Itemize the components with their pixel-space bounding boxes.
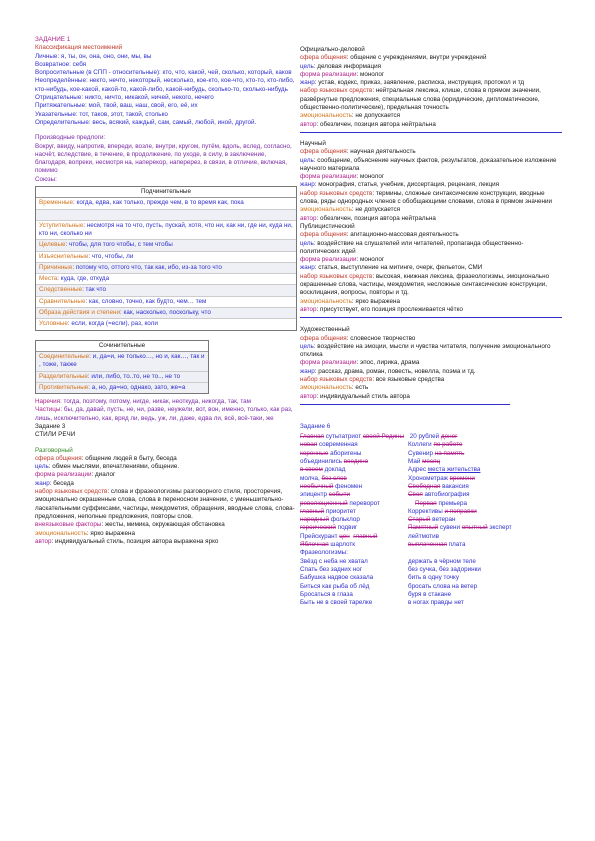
list-item: Май месяц [408, 458, 441, 466]
task3-title: Задание 3 [35, 422, 66, 430]
table-row: Образа действия и степени: как, насколько, поскольку, что [36, 308, 296, 319]
official-sphere: сфера общения: общение с учреждениями, внутри учреждений [300, 54, 487, 62]
divider [300, 132, 562, 133]
table-row: Разделительные: или, либо, то..то, не то.., не то [36, 372, 208, 383]
left-column [35, 36, 297, 546]
publicistic-title: Публицистический [300, 222, 355, 230]
coordinating-table [35, 340, 209, 394]
table-row: Временные: когда, едва, как только, прежде чем, в то время как, пока [36, 198, 296, 209]
list-item: держать в чёрном теле [408, 557, 476, 565]
list-item: Свободная вакансия [408, 482, 469, 490]
list-item: Коррективы и поправки [408, 507, 477, 515]
artistic-title: Художественный [300, 326, 350, 334]
list-item: коренные аборигены [300, 449, 362, 457]
task6-title: Задание 6 [300, 422, 331, 430]
classification-title: Классификация местоимений [35, 44, 123, 52]
scientific-sphere: сфера общения: научная деятельность [300, 148, 416, 156]
list-item: Спать без задних ног [300, 565, 363, 573]
artistic-goal: цель: воздействие на эмоции, мысли и чувства читателя, получение эмоционального отклика [300, 342, 551, 359]
pronoun-list [35, 53, 297, 128]
subordinating-header: Подчинительные [36, 187, 296, 198]
colloquial-author: автор: индивидуальный стиль, позиция автора выражена ярко [35, 537, 219, 545]
official-genre: жанр: устав, кодекс, приказ, заявление, расписка, инструкция, протокол и тд [300, 79, 525, 87]
pleonasm-grid [300, 433, 562, 549]
list-item: 20 рублей денег [409, 433, 458, 441]
colloquial-title: Разговорный [35, 446, 73, 454]
table-row: Условные: если, когда (=если), раз, коли [39, 320, 158, 328]
list-item: Бабушка надвое сказала [300, 574, 374, 582]
list-item: Быть не в своей тарелке [300, 599, 373, 607]
list-item: эпицентр событи [300, 491, 351, 499]
scientific-goal: цель: сообщение, объяснение научных фактов, результатов, доказательное изложение научного материала [300, 156, 557, 172]
colloquial-means: набор языковых средств: слова и фразеологизмы разговорного стиля, просторечия, эмоционально окрашенные слова, слова в переносном значении, с уменьшительно-ласкательными суффиксами, частицы, междометия, обращения, вводные слова, слова-предложения, неполные предложения, повторы слов. [35, 488, 295, 520]
pronoun-item: Возвратное: себя [35, 60, 87, 68]
list-item: Первая премьера [415, 499, 467, 507]
colloquial-emo: эмоциональность: ярко выражена [35, 529, 135, 537]
list-item: без сучка, без задоринки [408, 565, 481, 573]
official-goal: цель: деловая информация [300, 62, 381, 70]
pronoun-item: Личные: я, ты, он, она, оно, они, мы, вы [35, 52, 152, 60]
adverbs: Наречия: тогда, поэтому, потому, нигде, никак, неоткуда, никогда, так, там [35, 398, 252, 406]
conjunctions-title: Союзы: [35, 175, 57, 183]
colloquial-genre: жанр: беседа [35, 479, 74, 487]
list-item: Хронометраж времени [408, 474, 475, 482]
official-means: набор языковых средств: нейтральная лексика, клише, слова в прямом значении, развёрнутые предложения, специальные слова (юридические, дипломатические, общественно-политические), предельная точность [300, 87, 541, 112]
scientific-author: автор: обезличен, позиция автора нейтральна [300, 214, 436, 222]
artistic-means: набор языковых средств: все языковые средства [300, 375, 445, 383]
list-item: Яблочная шарлотк [300, 541, 355, 549]
list-item: объединились воедино [300, 458, 369, 466]
artistic-sphere: сфера общения: словесное творчество [300, 334, 416, 342]
list-item: лейтмотив [408, 532, 440, 540]
list-item: молча, без слов [300, 474, 347, 482]
list-item: главный приоритет [300, 507, 356, 515]
table-row: Соединительные: и, да=и, не только…, но и, как…, так и , тоже, также [36, 352, 208, 372]
official-form: форма реализации: монолог [300, 70, 385, 78]
table-row: Следственные: так что [36, 285, 296, 296]
pronoun-item: Отрицательные: никто, ничто, никакой, ничей, некого, нечего [35, 94, 214, 102]
list-item: в ногах правды нет [408, 599, 464, 607]
list-item: революционный переворот [300, 499, 380, 507]
publicistic-form: форма реализации: монолог [300, 256, 385, 264]
list-item: Прейскурант цен главный [300, 532, 378, 540]
table-row [36, 210, 296, 221]
list-item: Памятный сувени опытный эксперт [408, 524, 512, 532]
official-title: Официально-деловой [300, 46, 365, 53]
official-emo: эмоциональность: не допускается [300, 112, 401, 120]
colloquial-form: форма реализации: диалог [35, 471, 116, 479]
prepositions-text: Вокруг, ввиду, напротив, впереди, возле, внутри, кругом, путём, вдоль, вслед, согласно, насчёт, вследствие, в течение, в продолжение, по уходе, в силу, в заключение, благодаря, вопреки, несмотря на, наперекор, наперерез, в связи, в отличие, включая, помимо [35, 142, 292, 175]
table-row: Уступительные: несмотря на то что, пусть, пускай, хотя, что ни, как ни, где ни, куда ни, кто ни, сколько ни [36, 221, 296, 241]
list-item: Коллеги по работе [408, 441, 463, 449]
publicistic-emo: эмоциональность: ярко выражена [300, 297, 400, 305]
task1-title: ЗАДАНИЕ 1 [35, 36, 71, 43]
subordinating-table [35, 186, 297, 331]
colloquial-sphere: сфера общения: общение людей в быту, беседа [35, 454, 177, 462]
table-row: Противительные: а, но, да=но, однако, зато, же=а [36, 383, 208, 393]
pronoun-item: Определительные: весь, всякий, каждый, сам, самый, любой, иной, другой. [35, 118, 257, 126]
publicistic-means: набор языковых средств: высокая, книжная лексика, фразеологизмы, эмоционально окрашенные слова, частицы, междометия, несложные синтаксические конструкции, восклицания, вопросы, повторы и тд. [300, 272, 550, 297]
scientific-genre: жанр: монография, статья, учебник, диссертация, рецензия, лекция [300, 181, 500, 189]
publicistic-goal: цель: воздействие на слушателей или читателей, пропаганда общественно-политических идей [300, 239, 524, 255]
list-item: Биться как рыба об лёд [300, 582, 370, 590]
table-row: Целевые: чтобы, для того чтобы, с тем чтобы [36, 240, 296, 251]
list-item: Своя автобиография [408, 491, 470, 499]
table-row: Изъяснительные: что, чтобы, ли [36, 252, 296, 263]
list-item: Старый ветеран [408, 516, 456, 524]
pronoun-item: Притяжательные: мой, твой, ваш, наш, свой, его, её, их [35, 102, 198, 110]
colloquial-extra: внеязыковые факторы: жесты, мимика, окружающая обстановка [35, 521, 225, 529]
scientific-form: форма реализации: монолог [300, 173, 385, 181]
scientific-means: набор языковых средств: термины, сложные синтаксические конструкции, вводные слова, ряды однородных членов с обобщающими словами, слова в прямом значении [300, 189, 552, 206]
list-item: Бросаться в глаза [300, 590, 353, 598]
publicistic-genre: жанр: статья, выступление на митинге, очерк, фельетон, СМИ [300, 264, 483, 272]
pronoun-item: Вопросительные (в СПП - относительные): кто, что, какой, чей, сколько, который, каков [35, 69, 292, 77]
pronoun-item: Неопределённые: некто, нечто, некоторый, несколько, кое-кто, кое-что, кто-то, кто-либо, кто-нибудь, кое-какой, какой-то, какой-либо, какой-нибудь, сколько-то, сколько-нибудь [35, 77, 295, 93]
list-item: необычный феномен [300, 482, 363, 490]
table-row: Причинные: потому что, оттого что, так как, ибо, из-за того что [36, 263, 296, 274]
list-item: Звёзд с неба не хватал [300, 557, 368, 565]
scientific-title: Научный [300, 139, 326, 147]
list-item: героический подвиг [300, 524, 358, 532]
artistic-emo: эмоциональность: есть [300, 384, 369, 392]
list-item: Главная сутьпатриот своей Родины [300, 433, 405, 441]
list-item: выплаченная плата [408, 541, 466, 549]
pronoun-item: Указательные: тот, таков, этот, такой, столько [35, 110, 168, 118]
list-item: Адрес места жительства [408, 466, 481, 474]
publicistic-sphere: сфера общения: агитационно-массовая деятельность [300, 231, 459, 239]
right-column [300, 46, 562, 607]
phraseologism-grid [300, 558, 562, 608]
list-item: бить в одну точку [408, 574, 459, 582]
artistic-author: автор: индивидуальный стиль автора [300, 392, 410, 400]
list-item: Сувенир на память [408, 449, 465, 457]
list-item: в своем доклад [300, 466, 346, 474]
artistic-genre: жанр: рассказ, драма, роман, повесть, новелла, поэма и тд. [300, 367, 476, 375]
colloquial-goal: цель: обмен мыслями, впечатлениями, общение. [35, 463, 180, 471]
publicistic-author: автор: присутствует, его позиция прослеживается чётко [300, 305, 463, 313]
list-item: новая современная [300, 441, 358, 449]
divider [300, 404, 510, 405]
scientific-emo: эмоциональность: не допускается [300, 206, 401, 214]
list-item: бросать слова на ветер [408, 582, 478, 590]
table-row: Места: куда, где, откуда [36, 274, 296, 285]
styles-title: СТИЛИ РЕЧИ [35, 431, 76, 439]
coordinating-header: Сочинительные [36, 341, 208, 352]
list-item: буря в стакане [408, 590, 452, 598]
phraseologisms-title: Фразеологизмы: [300, 549, 348, 557]
divider [300, 317, 562, 318]
list-item: народный фольклор [300, 516, 360, 524]
official-author: автор: обезличен, позиция автора нейтральна [300, 120, 436, 128]
artistic-form: форма реализации: эпос, лирика, драма [300, 359, 420, 367]
prepositions-title: Производные предлоги: [35, 134, 106, 142]
table-row: Сравнительные: как, словно, точно, как будто, чем… тем [36, 297, 296, 308]
particles: Частицы: бы, да, давай, пусть, не, ни, разве, неужели, вот, вон, именно, только, как раз, лишь, исключительно, как, вряд ли, ведь, уж, ли, даже, едва ли, всё, всё-таки, же [35, 406, 293, 422]
